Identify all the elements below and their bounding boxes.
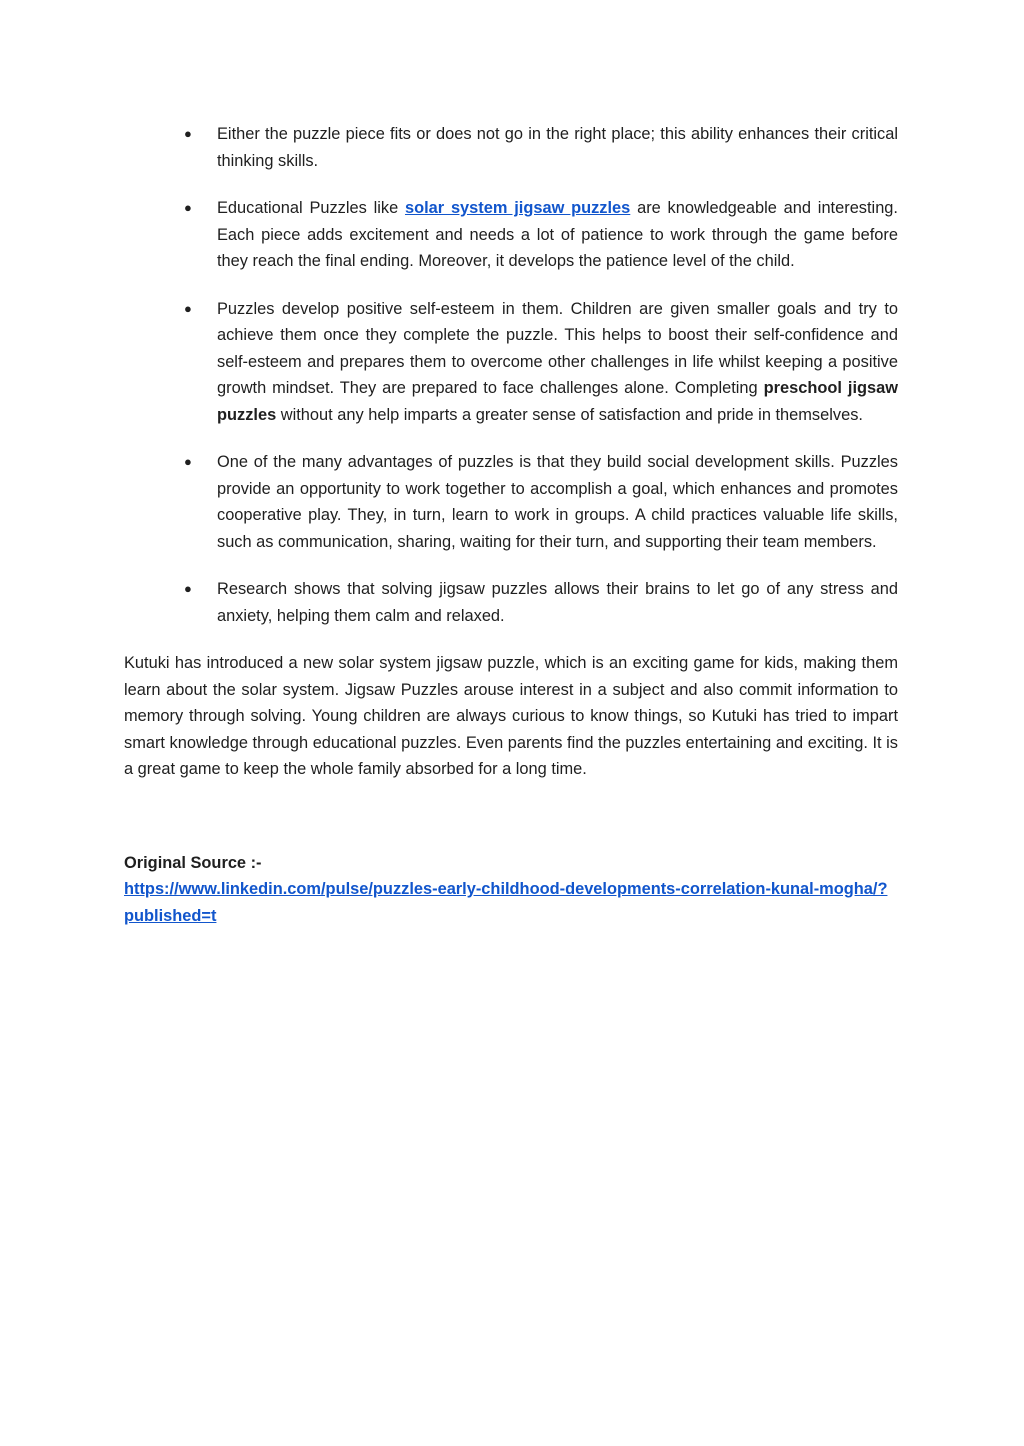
body-paragraph: Kutuki has introduced a new solar system jigsaw puzzle, which is an exciting game for kids, making them learn about the solar system. Jigsaw Puzzles arouse interest in a subject and also commit information to memory through solving. Young children are always curious to know things, so Kutuki has tried to impart smart knowledge through educational puzzles. Even parents find the puzzles entertaining and exciting. It is a great game to keep the whole family absorbed for a long time.: [124, 654, 898, 778]
solar-system-puzzles-link[interactable]: solar system jigsaw puzzles: [404, 199, 631, 217]
bullet-icon: ●: [184, 454, 192, 469]
list-item-text-after: are knowledgeable and interesting. Each piece adds excitement and needs a lot of patience to work through the game before they reach the final ending. Moreover, it develops the patience level of the child.: [217, 199, 898, 270]
list-item: [124, 296, 898, 429]
list-item: [124, 121, 898, 174]
list-item-text-before: Educational Puzzles like: [217, 199, 405, 217]
bullet-icon: ●: [184, 126, 192, 141]
list-item-text-after: without any help imparts a greater sense of satisfaction and pride in themselves.: [276, 405, 863, 424]
list-item: [124, 576, 898, 629]
bullet-list: [124, 121, 898, 629]
bullet-icon: ●: [184, 581, 192, 596]
list-item-text-before: Puzzles develop positive self-esteem in them. Children are given smaller goals and try to achieve them once they complete the puzzle. This helps to boost their self-confidence and self-esteem and prepares them to overcome other challenges in life whilst keeping a positive growth mindset. They are prepared to face challenges alone. Completing: [217, 299, 898, 397]
bullet-icon: ●: [184, 200, 192, 215]
list-item-text: Either the puzzle piece fits or does not go in the right place; this ability enhances their critical thinking skills.: [217, 125, 898, 170]
source-label: Original Source :-: [124, 853, 262, 872]
list-item: [124, 195, 898, 275]
source-url-link[interactable]: https://www.linkedin.com/pulse/puzzles-early-childhood-developments-correlation-kunal-mogha/?published=t: [124, 880, 888, 925]
bullet-icon: ●: [184, 300, 192, 316]
preschool-puzzles-bold-text: preschool jigsaw puzzles: [217, 379, 898, 424]
list-item: [124, 449, 898, 555]
list-item-text: Research shows that solving jigsaw puzzles allows their brains to let go of any stress and anxiety, helping them calm and relaxed.: [217, 580, 898, 625]
source-section: [124, 850, 898, 930]
document-content: [124, 121, 898, 929]
list-item-text: One of the many advantages of puzzles is that they build social development skills. Puzzles provide an opportunity to work together to accomplish a goal, which enhances and promotes cooperative play. They, in turn, learn to work in groups. A child practices valuable life skills, such as communication, sharing, waiting for their turn, and supporting their team members.: [217, 453, 898, 551]
